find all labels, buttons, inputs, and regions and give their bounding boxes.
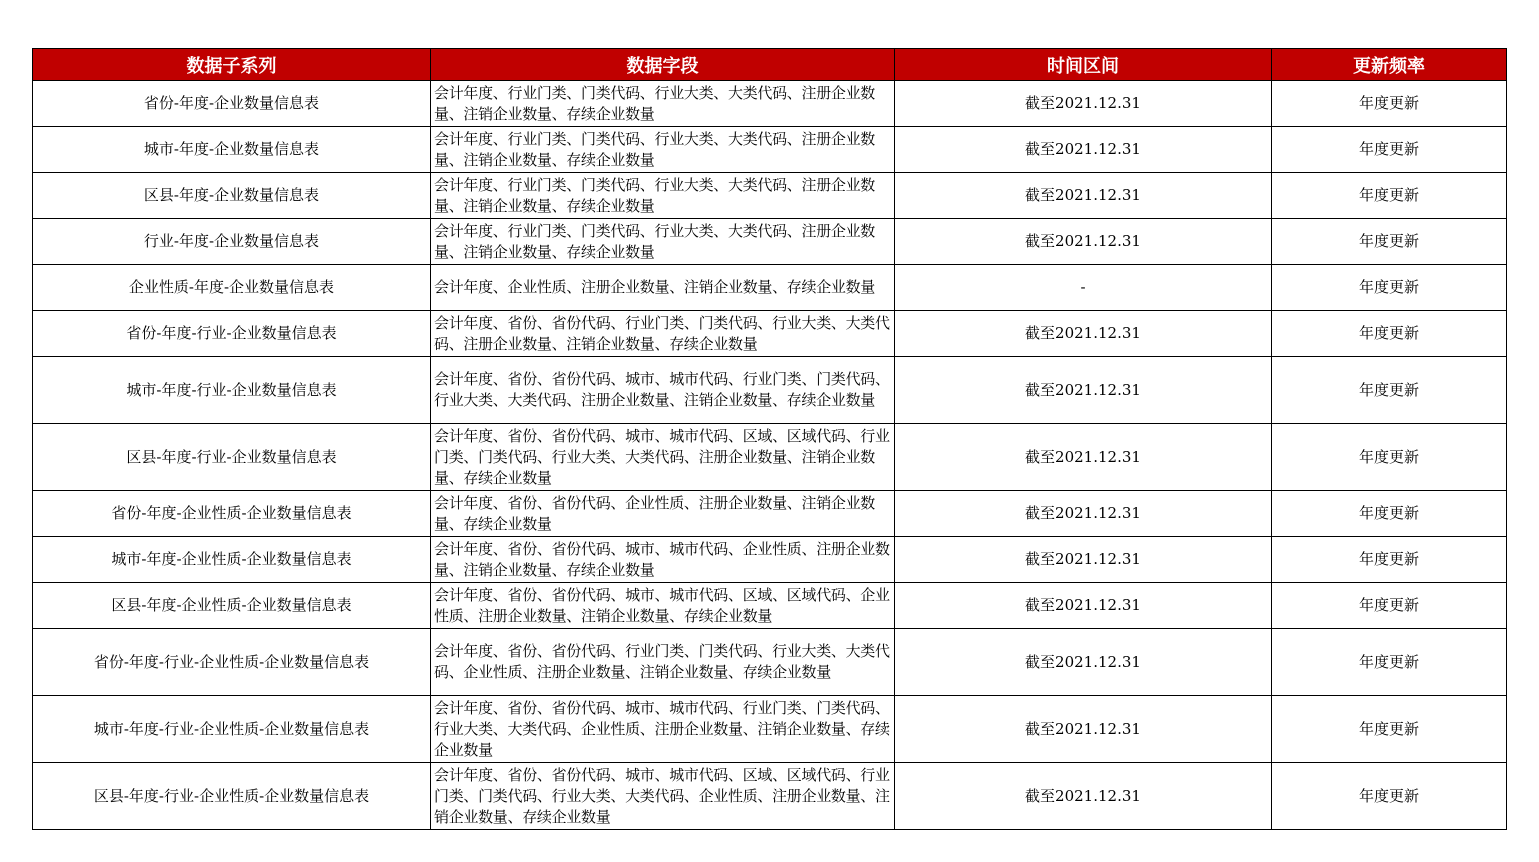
- period-cell: 截至2021.12.31: [895, 763, 1272, 830]
- frequency-cell: 年度更新: [1272, 357, 1507, 424]
- frequency-cell: 年度更新: [1272, 173, 1507, 219]
- period-cell: 截至2021.12.31: [895, 81, 1272, 127]
- table-row: [33, 81, 1507, 127]
- series-cell: 区县-年度-企业性质-企业数量信息表: [33, 583, 431, 629]
- fields-cell: 会计年度、行业门类、门类代码、行业大类、大类代码、注册企业数量、注销企业数量、存续企业数量: [431, 127, 895, 173]
- period-cell: 截至2021.12.31: [895, 219, 1272, 265]
- series-cell: 省份-年度-行业-企业性质-企业数量信息表: [33, 629, 431, 696]
- table-row: [33, 219, 1507, 265]
- period-cell: 截至2021.12.31: [895, 424, 1272, 491]
- series-cell: 区县-年度-企业数量信息表: [33, 173, 431, 219]
- frequency-cell: 年度更新: [1272, 763, 1507, 830]
- series-cell: 行业-年度-企业数量信息表: [33, 219, 431, 265]
- frequency-cell: 年度更新: [1272, 424, 1507, 491]
- series-cell: 省份-年度-企业性质-企业数量信息表: [33, 491, 431, 537]
- fields-cell: 会计年度、行业门类、门类代码、行业大类、大类代码、注册企业数量、注销企业数量、存续企业数量: [431, 173, 895, 219]
- table-row: [33, 763, 1507, 830]
- series-cell: 省份-年度-行业-企业数量信息表: [33, 311, 431, 357]
- series-cell: 城市-年度-行业-企业数量信息表: [33, 357, 431, 424]
- frequency-cell: 年度更新: [1272, 629, 1507, 696]
- period-cell: 截至2021.12.31: [895, 173, 1272, 219]
- table-row: [33, 173, 1507, 219]
- table-row: [33, 265, 1507, 311]
- table-row: [33, 357, 1507, 424]
- data-series-table: [32, 48, 1507, 830]
- fields-cell: 会计年度、省份、省份代码、城市、城市代码、区域、区域代码、行业门类、门类代码、行业大类、大类代码、企业性质、注册企业数量、注销企业数量、存续企业数量: [431, 763, 895, 830]
- table-body: [33, 81, 1507, 830]
- header-period: 时间区间: [895, 49, 1272, 81]
- frequency-cell: 年度更新: [1272, 81, 1507, 127]
- series-cell: 城市-年度-企业性质-企业数量信息表: [33, 537, 431, 583]
- series-cell: 区县-年度-行业-企业性质-企业数量信息表: [33, 763, 431, 830]
- fields-cell: 会计年度、省份、省份代码、城市、城市代码、企业性质、注册企业数量、注销企业数量、存续企业数量: [431, 537, 895, 583]
- fields-cell: 会计年度、省份、省份代码、城市、城市代码、行业门类、门类代码、行业大类、大类代码、注册企业数量、注销企业数量、存续企业数量: [431, 357, 895, 424]
- frequency-cell: 年度更新: [1272, 265, 1507, 311]
- table-header-row: [33, 49, 1507, 81]
- period-cell: 截至2021.12.31: [895, 583, 1272, 629]
- period-cell: -: [895, 265, 1272, 311]
- period-cell: 截至2021.12.31: [895, 537, 1272, 583]
- table-row: [33, 537, 1507, 583]
- frequency-cell: 年度更新: [1272, 537, 1507, 583]
- frequency-cell: 年度更新: [1272, 311, 1507, 357]
- frequency-cell: 年度更新: [1272, 696, 1507, 763]
- header-series: 数据子系列: [33, 49, 431, 81]
- table-row: [33, 424, 1507, 491]
- fields-cell: 会计年度、省份、省份代码、城市、城市代码、区域、区域代码、行业门类、门类代码、行业大类、大类代码、注册企业数量、注销企业数量、存续企业数量: [431, 424, 895, 491]
- fields-cell: 会计年度、省份、省份代码、城市、城市代码、行业门类、门类代码、行业大类、大类代码、企业性质、注册企业数量、注销企业数量、存续企业数量: [431, 696, 895, 763]
- fields-cell: 会计年度、企业性质、注册企业数量、注销企业数量、存续企业数量: [431, 265, 895, 311]
- frequency-cell: 年度更新: [1272, 583, 1507, 629]
- frequency-cell: 年度更新: [1272, 127, 1507, 173]
- period-cell: 截至2021.12.31: [895, 491, 1272, 537]
- fields-cell: 会计年度、行业门类、门类代码、行业大类、大类代码、注册企业数量、注销企业数量、存续企业数量: [431, 81, 895, 127]
- fields-cell: 会计年度、行业门类、门类代码、行业大类、大类代码、注册企业数量、注销企业数量、存续企业数量: [431, 219, 895, 265]
- period-cell: 截至2021.12.31: [895, 311, 1272, 357]
- table-row: [33, 629, 1507, 696]
- frequency-cell: 年度更新: [1272, 491, 1507, 537]
- series-cell: 企业性质-年度-企业数量信息表: [33, 265, 431, 311]
- table-row: [33, 311, 1507, 357]
- frequency-cell: 年度更新: [1272, 219, 1507, 265]
- series-cell: 区县-年度-行业-企业数量信息表: [33, 424, 431, 491]
- series-cell: 城市-年度-行业-企业性质-企业数量信息表: [33, 696, 431, 763]
- period-cell: 截至2021.12.31: [895, 127, 1272, 173]
- fields-cell: 会计年度、省份、省份代码、城市、城市代码、区域、区域代码、企业性质、注册企业数量、注销企业数量、存续企业数量: [431, 583, 895, 629]
- table-row: [33, 491, 1507, 537]
- series-cell: 省份-年度-企业数量信息表: [33, 81, 431, 127]
- header-fields: 数据字段: [431, 49, 895, 81]
- series-cell: 城市-年度-企业数量信息表: [33, 127, 431, 173]
- period-cell: 截至2021.12.31: [895, 357, 1272, 424]
- fields-cell: 会计年度、省份、省份代码、行业门类、门类代码、行业大类、大类代码、注册企业数量、注销企业数量、存续企业数量: [431, 311, 895, 357]
- table-row: [33, 696, 1507, 763]
- fields-cell: 会计年度、省份、省份代码、行业门类、门类代码、行业大类、大类代码、企业性质、注册企业数量、注销企业数量、存续企业数量: [431, 629, 895, 696]
- table-row: [33, 127, 1507, 173]
- table-row: [33, 583, 1507, 629]
- fields-cell: 会计年度、省份、省份代码、企业性质、注册企业数量、注销企业数量、存续企业数量: [431, 491, 895, 537]
- header-frequency: 更新频率: [1272, 49, 1507, 81]
- period-cell: 截至2021.12.31: [895, 696, 1272, 763]
- period-cell: 截至2021.12.31: [895, 629, 1272, 696]
